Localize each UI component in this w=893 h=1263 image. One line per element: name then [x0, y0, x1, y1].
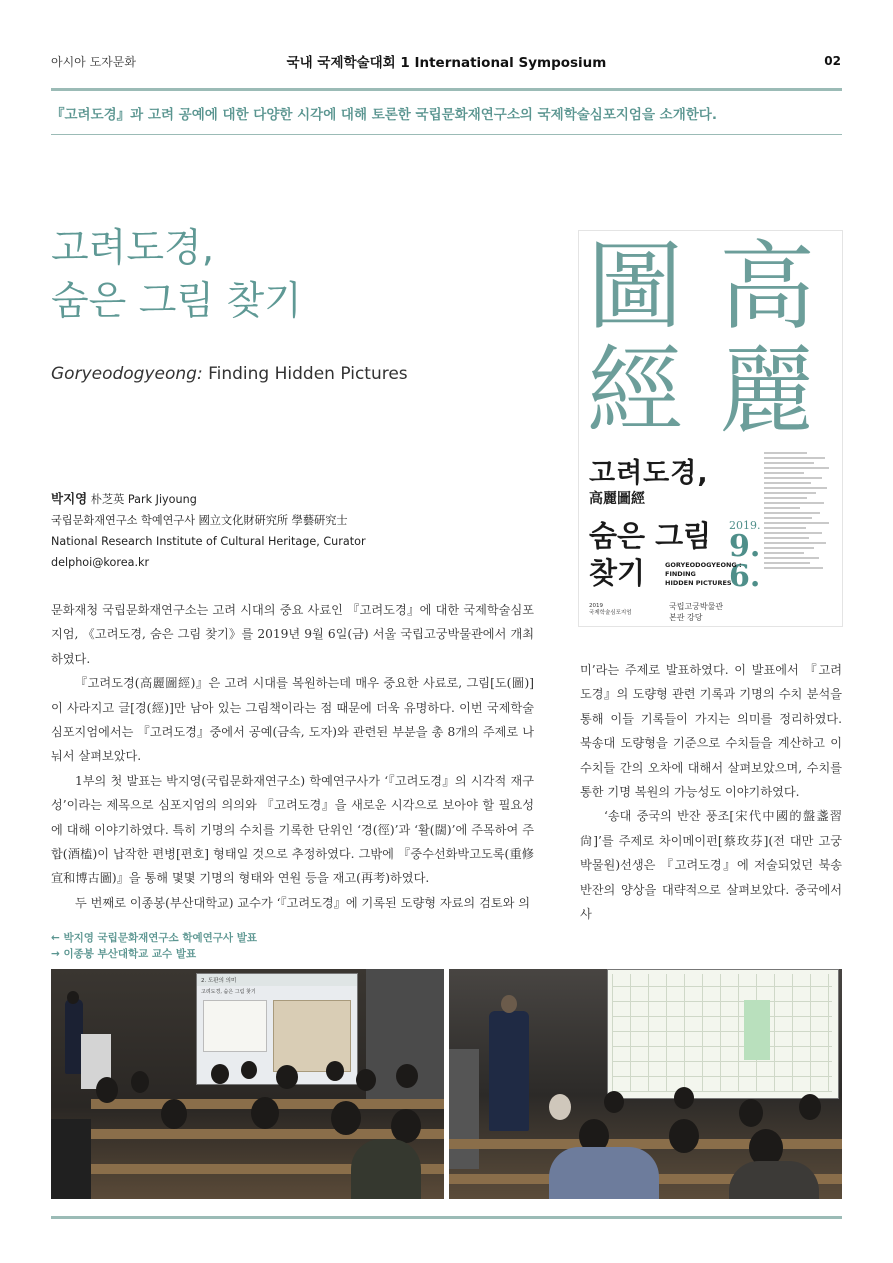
author-affiliation-en: National Research Institute of Cultural Heritage, Curator — [51, 535, 366, 548]
poster-venue-1: 국립고궁박물관 — [669, 602, 724, 611]
photo-presentation-2 — [449, 969, 842, 1199]
poster-title-hanja: 高麗圖經 — [589, 491, 645, 507]
page-number: 02 — [824, 54, 841, 68]
poster-venue — [669, 601, 723, 623]
slide-heading: 고려도경, 숨은 그림 찾기 — [201, 989, 256, 995]
lead-text: 『고려도경』과 고려 공예에 대한 다양한 시각에 대해 토론한 국립문화재연구소의 국제학술심포지엄을 소개한다. — [51, 107, 717, 123]
article-title-line2: 숨은 그림 찾기 — [51, 279, 302, 324]
body-paragraph: 『고려도경(高麗圖經)』은 고려 시대를 복원하는데 매우 중요한 사료로, 그림[도(圖)]이 사라지고 글[경(經)]만 남아 있는 그림책이라는 점 때문에 더욱 유명하다. 이번 국제학술심포지엄에서는 『고려도경』중에서 공예(금속, 도자)와 관련된 부분을 총 8개의 주제로 나눠서 살펴보았다. — [51, 676, 534, 764]
publication-name: 아시아 도자문화 — [51, 55, 136, 69]
poster-seal-2: 高 — [719, 231, 815, 343]
body-paragraph: 두 번째로 이종봉(부산대학교) 교수가 ‘『고려도경』에 기록된 도량형 자료의 검토와 의 — [75, 895, 531, 910]
poster-symposium-label — [589, 603, 632, 617]
author-affiliation-kr: 국립문화재연구소 학예연구사 國立文化財硏究所 學藝硏究士 — [51, 514, 348, 527]
slide-title: 2. 도판의 의미 — [197, 974, 357, 986]
poster-seal-4: 麗 — [719, 335, 815, 447]
body-paragraph: 1부의 첫 발표는 박지영(국립문화재연구소) 학예연구사가 ‘『고려도경』의 시각적 재구성’이라는 제목으로 심포지엄의 의의와 『고려도경』을 새로운 시각으로 보아야 할 필요성에 대해 이야기하였다. 특히 기명의 수치를 기록한 단위인 ‘경(徑)’과 ‘활(闊)’에 주목하여 주합(酒榼)이 납작한 편병[편호] 형태일 것으로 추정하였다. 그밖에 『중수선화박고도록(重修宣和博古圖)』을 통해 몇몇 기명의 형태와 연원 등을 재고(再考)하였다. — [51, 773, 534, 886]
poster-title-kr: 고려도경, — [589, 458, 709, 489]
poster-seal-1: 圖 — [587, 231, 683, 343]
article-title — [51, 222, 302, 328]
lead-rule — [51, 134, 842, 135]
header-rule — [51, 88, 842, 91]
section-title: 국내 국제학술대회 1 International Symposium — [286, 55, 607, 71]
poster-program-lines — [764, 449, 836, 572]
body-paragraph: 미’라는 주제로 발표하였다. 이 발표에서 『고려도경』의 도량형 관련 기록과 기명의 수치 분석을 통해 이들 기록들이 가지는 의미를 정리하였다. 북송대 도량형을 기준으로 수치들을 계산하고 이 수치들 간의 오차에 대해서 살펴보았으며, 수치를 통한 기명 복원의 가능성도 이야기하였다. — [580, 663, 842, 800]
presentation-table-slide — [607, 969, 839, 1099]
author-email[interactable]: delphoi@korea.kr — [51, 556, 150, 569]
caption-right: → 이종봉 부산대학교 교수 발표 — [51, 948, 197, 960]
poster-month: 9. — [729, 529, 761, 564]
caption-left: ← 박지영 국립문화재연구소 학예연구사 발표 — [51, 932, 257, 944]
poster-venue-2: 본관 강당 — [669, 613, 703, 622]
body-paragraph: ‘송대 중국의 반잔 풍조[宋代中國的盤盞習尙]’를 주제로 차이메이펀[蔡玫芬](전 대만 고궁박물원)선생은 『고려도경』에 저술되었던 북송 반잔의 양상을 대략적으로 살펴보았다. 중국에서 사 — [580, 809, 842, 922]
subtitle-italic: Goryeodogyeong: — [51, 364, 203, 384]
poster-subtitle-kr: 숨은 그림 찾기 — [589, 519, 712, 590]
body-column-1 — [51, 598, 534, 915]
poster-en-1: GORYEODOGYEONG : — [665, 561, 742, 569]
author-name-extra: 朴芝英 Park Jiyoung — [87, 493, 197, 506]
poster-sym-2: 국제학술심포지엄 — [589, 610, 632, 616]
body-column-2 — [580, 658, 842, 926]
author-block — [51, 488, 366, 573]
poster-day: 6. — [729, 559, 761, 594]
body-paragraph: 문화재청 국립문화재연구소는 고려 시대의 중요 사료인 『고려도경』에 대한 국제학술심포지엄, 《고려도경, 숨은 그림 찾기》를 2019년 9월 6일(금) 서울 국립고궁박물관에서 개최하였다. — [51, 603, 534, 666]
photo-captions — [51, 930, 257, 962]
poster-year: 2019. — [729, 519, 761, 532]
symposium-poster — [579, 231, 842, 626]
poster-en-3: HIDDEN PICTURES — [665, 579, 732, 587]
article-subtitle — [51, 364, 408, 384]
poster-sym-1: 2019 — [589, 603, 603, 609]
poster-seal-3: 經 — [587, 335, 683, 447]
poster-en-2: FINDING — [665, 570, 696, 578]
presenter-figure — [489, 1011, 529, 1131]
author-name: 박지영 — [51, 491, 88, 506]
article-title-line1: 고려도경, — [51, 226, 215, 271]
photo-presentation-1 — [51, 969, 444, 1199]
poster-title-en — [665, 561, 742, 588]
subtitle-rest: Finding Hidden Pictures — [202, 364, 408, 384]
footer-rule — [51, 1216, 842, 1219]
